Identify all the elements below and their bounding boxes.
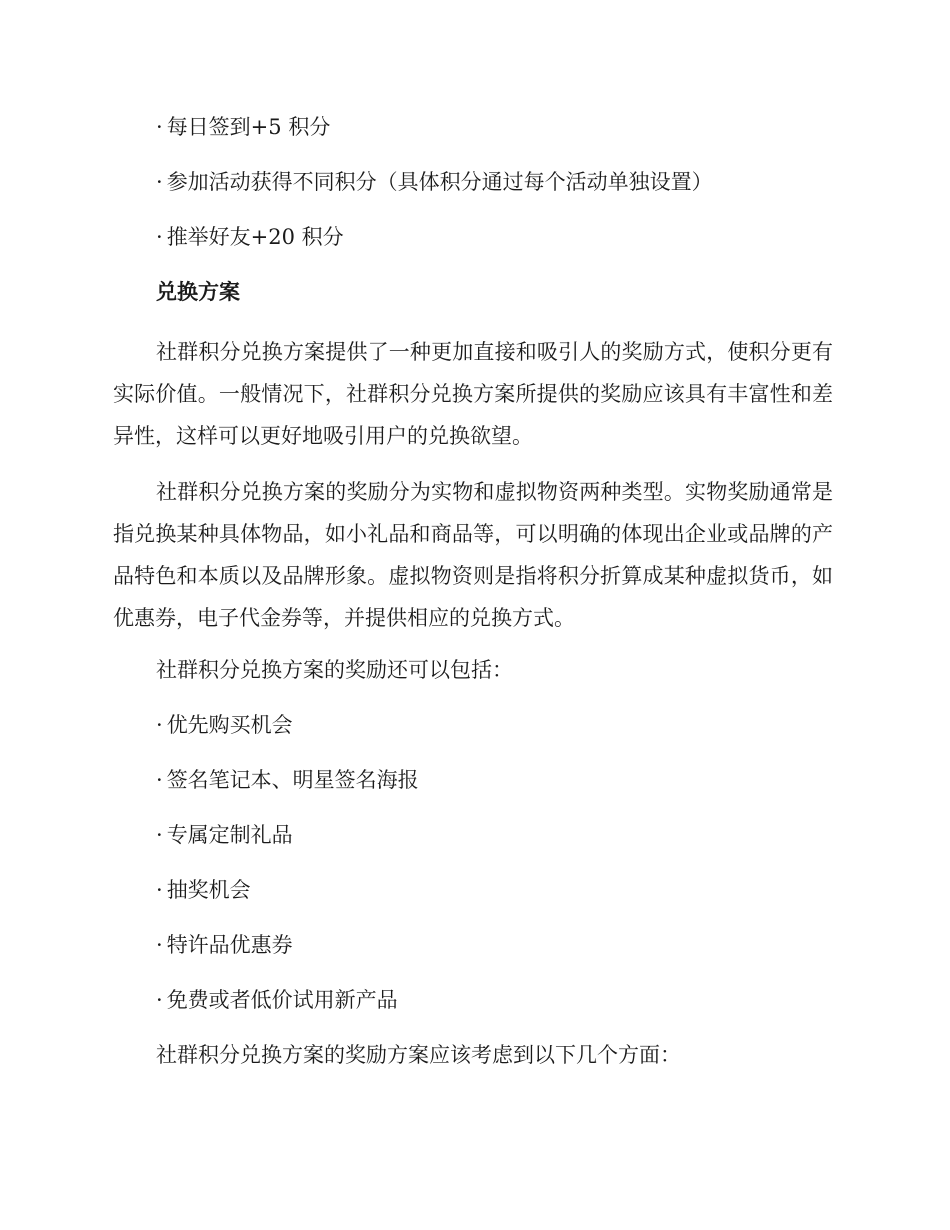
document-page [113,110,833,1093]
list-item-text: 专属定制礼品 [166,823,293,847]
list-item [113,818,833,852]
bullet-dot: · [156,768,163,792]
list-item [113,708,833,742]
list-item-text: 优先购买机会 [166,713,293,737]
list-item [113,165,833,199]
list-item [113,110,833,144]
list-item-text: 免费或者低价试用新产品 [166,988,398,1012]
bullet-dot: · [156,170,163,194]
section-heading: 兑换方案 [156,280,240,304]
list-item-text: 推举好友+20 积分 [166,225,344,249]
bullet-dot: · [156,823,163,847]
list-item [113,928,833,962]
paragraph: 社群积分兑换方案的奖励还可以包括： [156,658,513,682]
list-item-text: 签名笔记本、明星签名海报 [166,768,419,792]
list-item-text: 抽奖机会 [166,878,251,902]
paragraph: 社群积分兑换方案提供了一种更加直接和吸引人的奖励方式，使积分更有实际价值。一般情况下，社群积分兑换方案所提供的奖励应该具有丰富性和差异性，这样可以更好地吸引用户的兑换欲望。 [113,340,833,448]
bullet-dot: · [156,115,163,139]
bullet-dot: · [156,878,163,902]
list-item [113,763,833,797]
list-item-text: 每日签到+5 积分 [166,115,331,139]
paragraph: 社群积分兑换方案的奖励分为实物和虚拟物资两种类型。实物奖励通常是指兑换某种具体物品，如小礼品和商品等，可以明确的体现出企业或品牌的产品特色和本质以及品牌形象。虚拟物资则是指将积分折算成某种虚拟货币，如优惠券，电子代金券等，并提供相应的兑换方式。 [113,480,833,630]
bullet-dot: · [156,933,163,957]
list-item [113,873,833,907]
paragraph: 社群积分兑换方案的奖励方案应该考虑到以下几个方面： [156,1043,681,1067]
list-item [113,220,833,254]
list-item [113,983,833,1017]
bullet-dot: · [156,988,163,1012]
bullet-dot: · [156,713,163,737]
bullet-dot: · [156,225,163,249]
list-item-text: 参加活动获得不同积分（具体积分通过每个活动单独设置） [166,170,713,194]
list-item-text: 特许品优惠券 [166,933,293,957]
